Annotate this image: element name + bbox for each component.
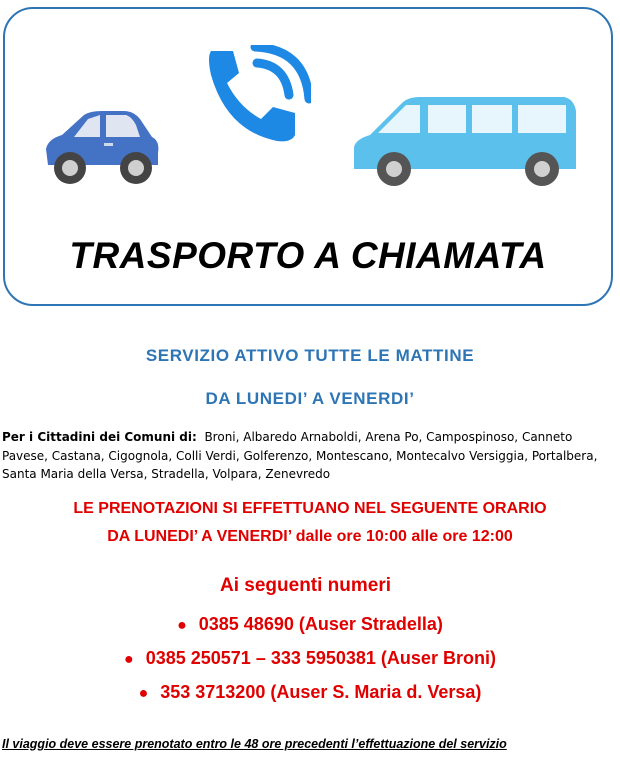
phone-number: 0385 250571 – 333 5950381 (Auser Broni) bbox=[145, 648, 496, 668]
footer-note: Il viaggio deve essere prenotato entro le 48 ore precedenti l’effettuazione del servizio bbox=[2, 737, 507, 751]
list-item bbox=[0, 609, 620, 643]
bullet-icon: ● bbox=[138, 685, 149, 702]
van-icon bbox=[350, 89, 580, 189]
booking-hours-detail: DA LUNEDI’ A VENERDI’ dalle ore 10:00 alle ore 12:00 bbox=[107, 528, 513, 545]
service-days-heading: SERVIZIO ATTIVO TUTTE LE MATTINE bbox=[145, 346, 475, 365]
booking-hours-heading: LE PRENOTAZIONI SI EFFETTUANO NEL SEGUENTE ORARIO bbox=[73, 500, 547, 517]
phone-number: 0385 48690 (Auser Stradella) bbox=[198, 614, 443, 634]
hero-banner bbox=[3, 7, 613, 306]
service-weekdays-heading: DA LUNEDI’ A VENERDI’ bbox=[205, 389, 415, 408]
bullet-icon: ● bbox=[177, 617, 187, 634]
page-title: TRASPORTO A CHIAMATA bbox=[69, 235, 547, 276]
municipalities-paragraph bbox=[2, 428, 614, 484]
phone-numbers-title: Ai seguenti numeri bbox=[220, 575, 392, 596]
phone-icon bbox=[205, 45, 311, 145]
bullet-icon: ● bbox=[124, 651, 134, 668]
municipalities-lead: Per i Cittadini dei Comuni di: bbox=[2, 430, 197, 444]
phone-numbers-list bbox=[0, 609, 620, 711]
car-icon bbox=[40, 107, 162, 185]
municipalities-list: Broni, Albaredo Arnaboldi, Arena Po, Campospinoso, Canneto Pavese, Castana, Cigognola, Colli Verdi, Golferenzo, Montescano, Montecalvo Versiggia, Portalbera, Santa Maria della Versa, Stradella, Volpara, Zenevredo bbox=[2, 430, 598, 481]
list-item bbox=[0, 677, 620, 711]
list-item bbox=[0, 643, 620, 677]
phone-number: 353 3713200 (Auser S. Maria d. Versa) bbox=[160, 682, 482, 702]
